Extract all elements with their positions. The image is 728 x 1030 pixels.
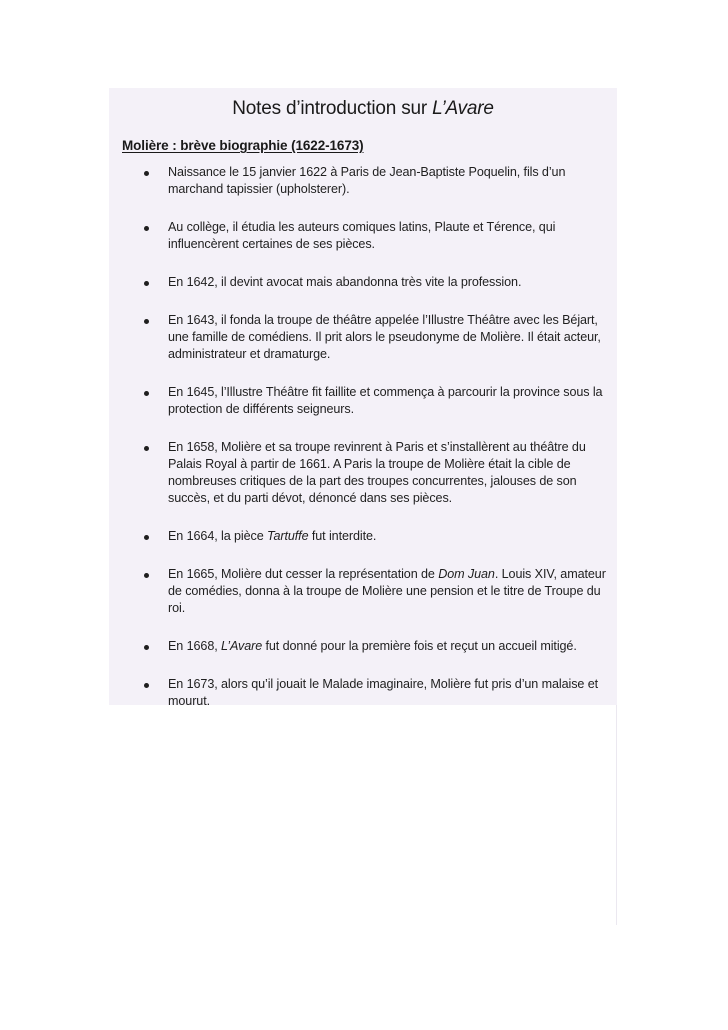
play-title-tartuffe: Tartuffe (267, 529, 309, 543)
biography-item (140, 274, 610, 291)
bullet-icon (144, 226, 149, 231)
document-title (109, 98, 617, 120)
bullet-icon (144, 281, 149, 286)
biography-item (140, 164, 610, 198)
item-text: En 1642, il devint avocat mais abandonna très vite la profession. (168, 275, 522, 289)
title-work: L’Avare (432, 98, 494, 119)
biography-item (140, 566, 610, 617)
biography-item (140, 638, 610, 655)
item-text: Naissance le 15 janvier 1622 à Paris de Jean-Baptiste Poquelin, fils d’un marchand tapissier (upholsterer). (168, 165, 566, 196)
bullet-icon (144, 683, 149, 688)
item-text: En 1664, la pièce (168, 529, 268, 543)
item-text: En 1643, il fonda la troupe de théâtre appelée l’Illustre Théâtre avec les Béjart, une famille de comédiens. Il prit alors le pseudonyme de Molière. Il était acteur, administrateur et dramaturge. (168, 313, 601, 361)
section-heading: Molière : brève biographie (1622-1673) (122, 138, 364, 153)
play-title-lavare: L’Avare (221, 639, 263, 653)
title-prefix: Notes d’introduction sur (232, 98, 433, 119)
biography-item (140, 219, 610, 253)
item-text: En 1673, alors qu’il jouait le Malade imaginaire, Molière fut pris d’un malaise et mourut. (168, 677, 599, 708)
item-text: . Louis XIV, amateur de comédies, donna à la troupe de Molière une pension et le titre de Troupe du roi. (168, 567, 606, 615)
item-text: En 1665, Molière dut cesser la représentation de (168, 567, 439, 581)
bullet-icon (144, 645, 149, 650)
item-text: En 1668, (168, 639, 222, 653)
item-text: fut interdite. (308, 529, 377, 543)
bullet-icon (144, 573, 149, 578)
biography-item (140, 439, 610, 507)
item-text: fut donné pour la première fois et reçut un accueil mitigé. (262, 639, 577, 653)
biography-item (140, 528, 610, 545)
item-text: Au collège, il étudia les auteurs comiques latins, Plaute et Térence, qui influencèrent certaines de ses pièces. (168, 220, 556, 251)
bullet-icon (144, 319, 149, 324)
play-title-dom-juan: Dom Juan (438, 567, 495, 581)
item-text: En 1658, Molière et sa troupe revinrent à Paris et s’installèrent au théâtre du Palais Royal à partir de 1661. A Paris la troupe de Molière était la cible de nombreuses critiques de la part des troupes concurrentes, jalouses de son succès, et du parti dévot, dénoncé dans ses pièces. (168, 440, 586, 505)
biography-item (140, 676, 610, 710)
biography-list (140, 164, 610, 731)
biography-item (140, 312, 610, 363)
bullet-icon (144, 391, 149, 396)
bullet-icon (144, 446, 149, 451)
bullet-icon (144, 171, 149, 176)
item-text: En 1645, l’Illustre Théâtre fit faillite et commença à parcourir la province sous la protection de différents seigneurs. (168, 385, 603, 416)
scan-edge-line (616, 705, 617, 925)
bullet-icon (144, 535, 149, 540)
biography-item (140, 384, 610, 418)
